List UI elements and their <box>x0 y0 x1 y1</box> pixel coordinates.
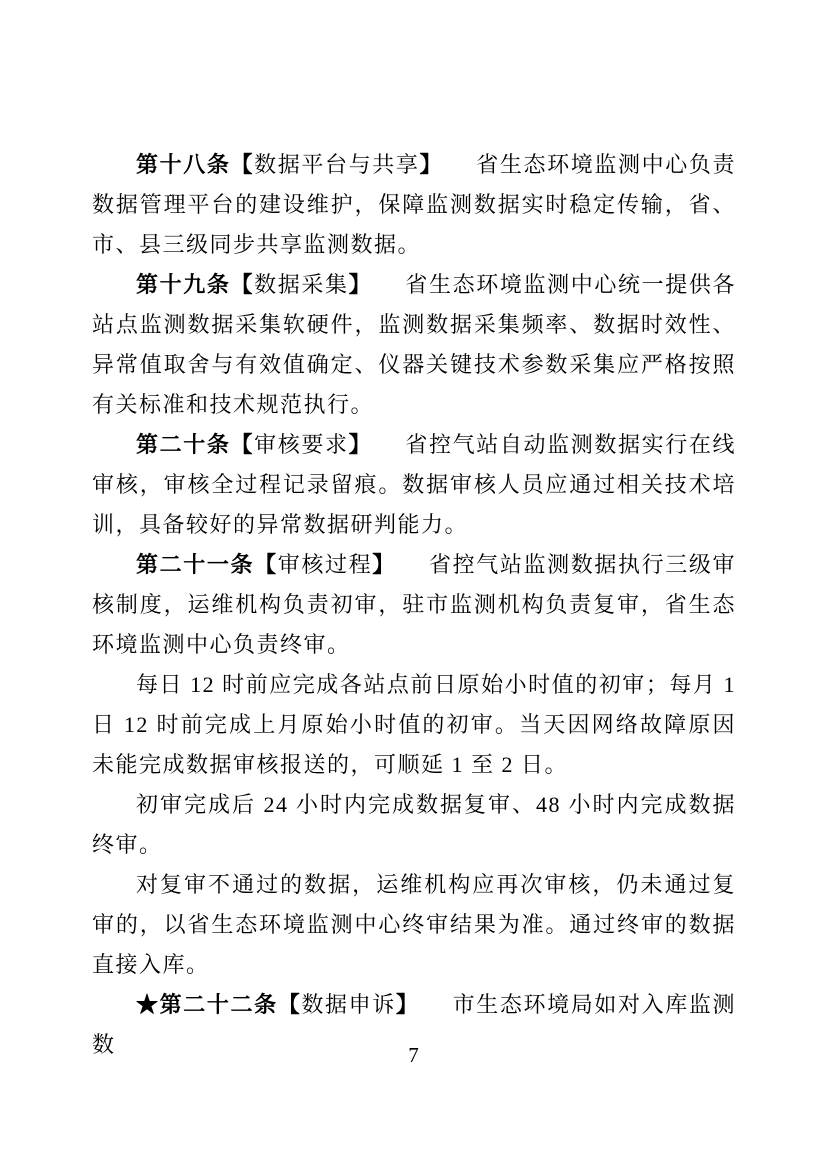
article-title: 审核过程 <box>277 552 373 577</box>
article-paragraph-20 <box>92 425 736 545</box>
bracket-close: 】 <box>372 552 396 577</box>
body-paragraph-failed-review: 对复审不通过的数据，运维机构应再次审核，仍未通过复审的，以省生态环境监测中心终审结果为准。通过终审的数据直接入库。 <box>92 872 736 977</box>
bracket-close: 】 <box>348 272 373 297</box>
article-number: 第二十一条 <box>136 552 255 577</box>
page-number: 7 <box>408 1043 419 1067</box>
article-title: 数据采集 <box>254 272 349 297</box>
body-paragraph-review-schedule: 每日 12 时前应完成各站点前日原始小时值的初审；每月 1 日 12 时前完成上月原始小时值的初审。当天因网络故障原因未能完成数据审核报送的，可顺延 1 至 2 日。 <box>92 672 736 777</box>
article-number: 第十九条 <box>136 272 231 297</box>
article-paragraph-21 <box>92 545 736 665</box>
article-body-text: 市生态环境局如对入库监测数 <box>92 992 736 1057</box>
article-number: 第十八条 <box>136 152 231 177</box>
article-number: 第二十二条 <box>159 992 278 1017</box>
bracket-open: 【 <box>230 152 255 177</box>
bracket-close: 】 <box>348 432 373 457</box>
star-marker: ★ <box>136 992 160 1017</box>
article-paragraph-19 <box>92 265 736 425</box>
bracket-close: 】 <box>395 992 420 1017</box>
article-body-text: 省生态环境监测中心统一提供各站点监测数据采集软硬件，监测数据采集频率、数据时效性、异常值取舍与有效值确定、仪器关键技术参数采集应严格按照有关标准和技术规范执行。 <box>92 272 736 417</box>
article-body-text: 省生态环境监测中心负责数据管理平台的建设维护，保障监测数据实时稳定传输，省、市、县三级同步共享监测数据。 <box>92 152 736 257</box>
article-body-text: 省控气站监测数据执行三级审核制度，运维机构负责初审，驻市监测机构负责复审，省生态环境监测中心负责终审。 <box>92 552 736 657</box>
bracket-close: 】 <box>419 152 444 177</box>
article-title: 数据平台与共享 <box>254 152 420 177</box>
bracket-open: 【 <box>254 552 278 577</box>
article-title: 数据申诉 <box>301 992 396 1017</box>
article-body-text: 省控气站自动监测数据实行在线审核，审核全过程记录留痕。数据审核人员应通过相关技术培训，具备较好的异常数据研判能力。 <box>92 432 736 537</box>
article-paragraph-18 <box>92 145 736 265</box>
bracket-open: 【 <box>230 272 255 297</box>
body-paragraph-review-deadlines: 初审完成后 24 小时内完成数据复审、48 小时内完成数据终审。 <box>92 792 736 857</box>
article-number: 第二十条 <box>136 432 231 457</box>
document-body <box>92 145 736 1065</box>
article-title: 审核要求 <box>254 432 349 457</box>
bracket-open: 【 <box>277 992 302 1017</box>
bracket-open: 【 <box>230 432 255 457</box>
